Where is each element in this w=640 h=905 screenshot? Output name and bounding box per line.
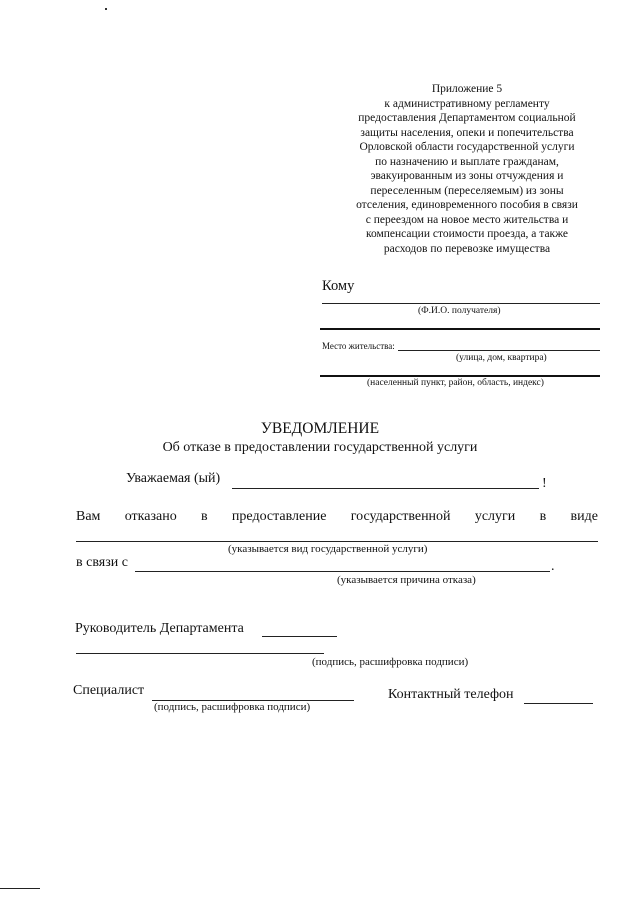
head-short-line [262,636,337,637]
head-sign-line [76,653,324,654]
specialist-label: Специалист [73,683,145,698]
refusal-word: услуги [474,509,516,524]
notice-subtitle: Об отказе в предоставлении государственной услуги [162,440,478,455]
appendix-line: предоставления Департаментом социальной [358,112,576,124]
specialist-caption: (подпись, расшифровка подписи) [154,701,311,713]
locality-line [320,375,600,377]
refusal-word: Вам [76,509,101,524]
phone-label: Контактный телефон [388,687,514,702]
refusal-word: предоставление [231,509,327,524]
to-label: Кому [322,278,355,294]
service-caption: (указывается вид государственной услуги) [228,543,428,555]
greeting-line [232,488,539,489]
reason-caption: (указывается причина отказа) [337,574,476,586]
appendix-line: с переездом на новое место жительства и [365,213,569,226]
fio-line [322,303,600,304]
greeting-label: Уважаемая (ый) [126,471,221,486]
scan-dot [105,8,107,10]
street-caption: (улица, дом, квартира) [456,353,547,363]
greeting-exclamation: ! [542,476,547,491]
locality-caption: (населенный пункт, район, область, индекс) [367,378,544,388]
appendix-line: к административному регламенту [384,97,550,110]
footnote-line [0,888,40,889]
phone-line [524,703,593,704]
refusal-word: виде [570,509,598,524]
notice-title: УВЕДОМЛЕНИЕ [260,420,380,437]
appendix-line: по назначению и выплате гражданам, [375,155,559,168]
appendix-header [336,82,598,256]
appendix-line: Орловской области государственной услуги [359,141,575,153]
refusal-word: в [539,509,547,524]
head-label: Руководитель Департамента [75,621,244,636]
appendix-line: компенсации стоимости проезда, а также [365,228,569,240]
fio-line-2 [320,328,600,330]
appendix-line: защиты населения, опеки и попечительства [360,126,574,139]
appendix-line: эвакуированным из зоны отчуждения и [370,170,564,182]
appendix-line: Приложение 5 [431,83,503,95]
reason-prefix: в связи с [76,555,128,570]
head-caption: (подпись, расшифровка подписи) [312,656,469,668]
refusal-word: отказано [124,509,177,524]
fio-caption: (Ф.И.О. получателя) [418,306,501,316]
residence-label: Место жительства: [322,341,395,351]
appendix-line: переселенным (переселяемым) из зоны [370,184,564,197]
refusal-word: государственной [350,509,451,524]
refusal-word: в [201,509,208,524]
reason-line [135,571,550,572]
reason-end: . [551,559,555,574]
refusal-sentence [76,509,598,525]
service-line [76,541,598,542]
appendix-line: отселения, единовременного пособия в связи [356,199,578,211]
street-line [398,350,600,351]
appendix-line: расходов по перевозке имущества [383,242,551,255]
